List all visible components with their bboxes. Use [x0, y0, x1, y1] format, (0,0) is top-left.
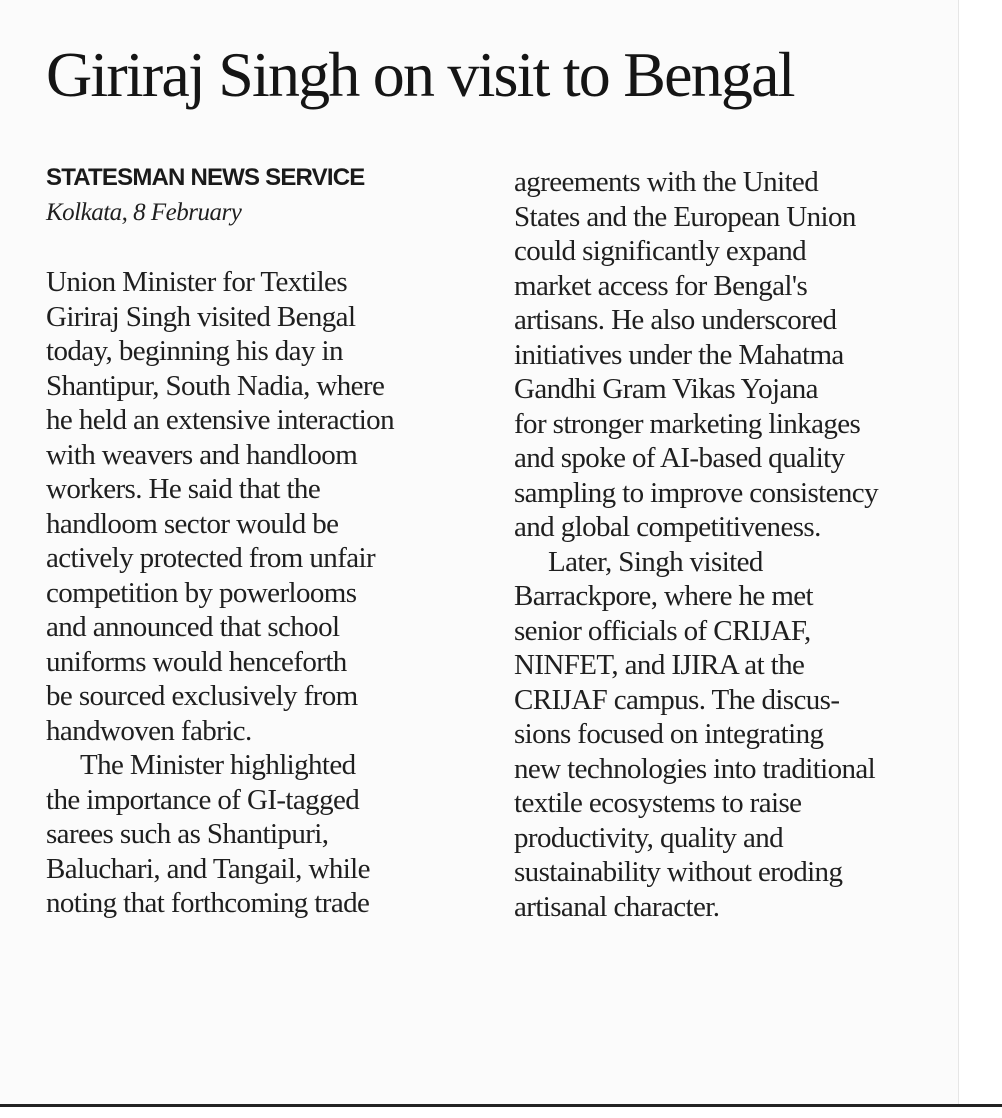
article-line: and announced that school — [46, 611, 340, 643]
article-line: Barrackpore, where he met — [514, 580, 814, 612]
bottom-rule — [0, 1104, 1002, 1107]
article-line: today, beginning his day in — [46, 335, 343, 367]
article-line: actively protected from unfair — [46, 542, 376, 574]
article-line: NINFET, and IJIRA at the — [514, 649, 805, 681]
paragraph-3 — [514, 545, 934, 925]
article-line: could significantly expand — [514, 235, 807, 267]
headline: Giriraj Singh on visit to Bengal — [46, 39, 794, 110]
article-line: sustainability without eroding — [514, 856, 843, 888]
article-line: with weavers and handloom — [46, 438, 358, 471]
article-line: artisans. He also underscored — [514, 304, 837, 336]
article-line: competition by powerlooms — [46, 576, 357, 609]
article-line: be sourced exclusively from — [46, 680, 358, 712]
article-line: the importance of GI-tagged — [46, 783, 360, 816]
paragraph-2-continued — [514, 165, 934, 545]
page-margin — [958, 0, 1002, 1104]
article-line: new technologies into traditional — [514, 752, 876, 785]
article-line: and global competitiveness. — [514, 511, 821, 543]
article-line: senior officials of CRIJAF, — [514, 614, 811, 647]
paragraph-2 — [46, 748, 466, 921]
article-line: Gandhi Gram Vikas Yojana — [514, 373, 818, 405]
article-line: The Minister highlighted — [80, 749, 356, 781]
article-line: market access for Bengal's — [514, 269, 808, 302]
article-line: initiatives under the Mahatma — [514, 338, 844, 371]
article-line: Union Minister for Textiles — [46, 266, 348, 298]
right-column — [514, 165, 934, 924]
article-line: CRIJAF campus. The discus- — [514, 683, 840, 716]
article-line: uniforms would henceforth — [46, 645, 347, 678]
article-line: textile ecosystems to raise — [514, 787, 802, 819]
article-line: for stronger marketing linkages — [514, 407, 861, 440]
article-line: he held an extensive interaction — [46, 404, 394, 436]
article-line: sampling to improve consistency — [514, 476, 878, 509]
article-line: sarees such as Shantipuri, — [46, 818, 329, 850]
article-line: Giriraj Singh visited Bengal — [46, 300, 356, 333]
article-line: artisanal character. — [514, 890, 720, 923]
byline: STATESMAN NEWS SERVICE — [46, 164, 365, 191]
article-line: handloom sector would be — [46, 507, 339, 540]
article-line: Shantipur, South Nadia, where — [46, 369, 385, 402]
article-line: agreements with the United — [514, 166, 819, 198]
article-line: noting that forthcoming trade — [46, 887, 370, 919]
article-line: States and the European Union — [514, 200, 856, 233]
article-line: sions focused on integrating — [514, 718, 824, 750]
paragraph-1 — [46, 265, 466, 748]
article-line: and spoke of AI-based quality — [514, 442, 845, 474]
article-line: productivity, quality and — [514, 821, 784, 854]
left-column — [46, 160, 466, 921]
article-line: Baluchari, and Tangail, while — [46, 852, 370, 885]
article-line: handwoven fabric. — [46, 714, 252, 747]
article-line: Later, Singh visited — [548, 545, 763, 578]
article-line: workers. He said that the — [46, 473, 321, 505]
dateline: Kolkata, 8 February — [46, 199, 242, 226]
